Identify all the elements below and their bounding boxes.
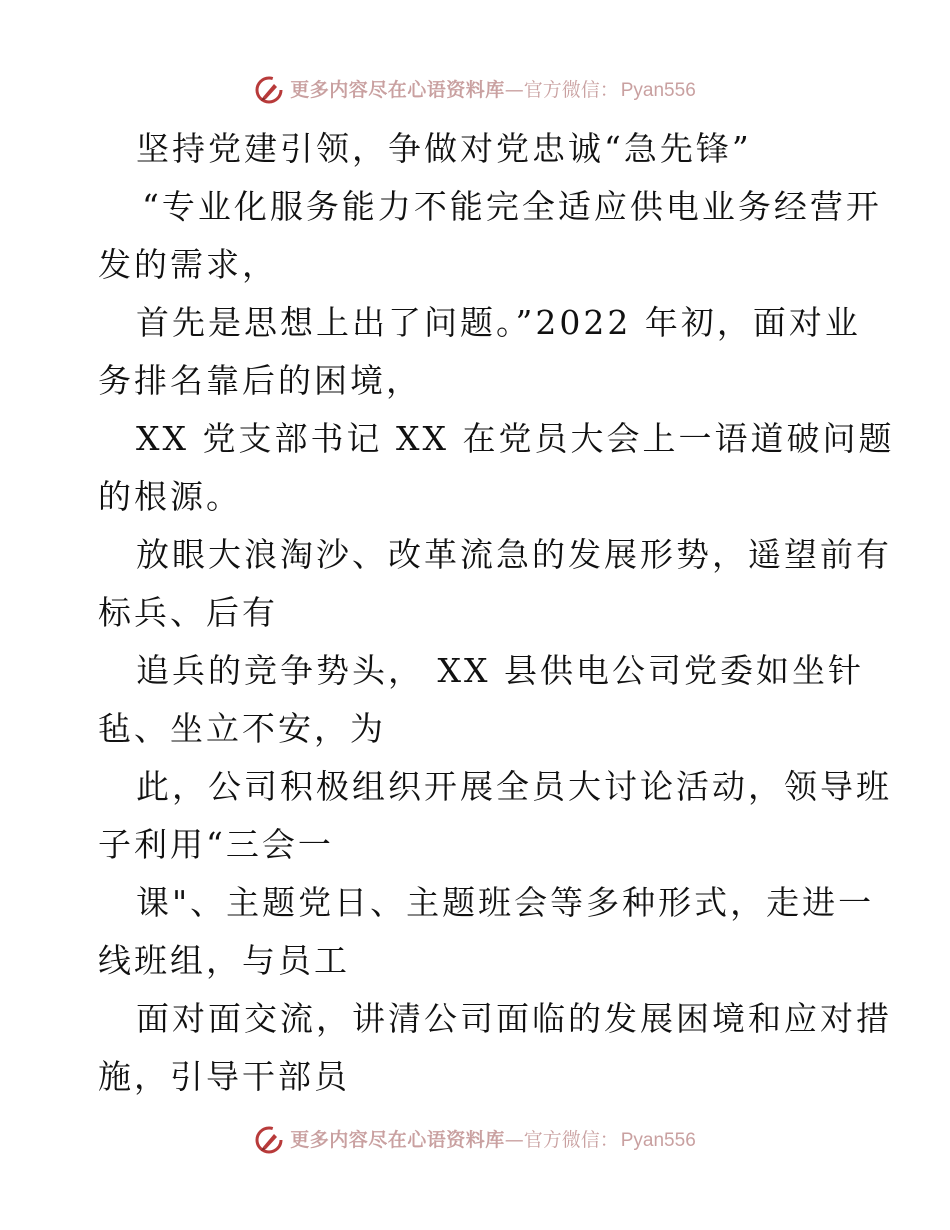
footer-banner-wechat-label: 官方微信： xyxy=(523,1128,619,1151)
document-line: 标兵、后有 xyxy=(98,593,278,632)
header-banner-separator: — xyxy=(504,78,524,101)
document-line: 施，引导干部员 xyxy=(98,1057,350,1096)
document-line: 放眼大浪淘沙、改革流急的发展形势，遥望前有 xyxy=(136,535,892,574)
footer-banner-wechat-id: Pyan556 xyxy=(620,1129,696,1151)
header-banner-text xyxy=(290,78,696,101)
document-line: 发的需求， xyxy=(98,245,278,284)
header-banner-wechat-id: Pyan556 xyxy=(620,79,696,101)
document-line: XX 党支部书记 XX 在党员大会上一语道破问题 xyxy=(136,419,895,458)
document-body xyxy=(98,120,895,1106)
header-banner-wechat-label: 官方微信： xyxy=(523,78,619,101)
pen-logo-icon xyxy=(254,1125,284,1155)
footer-banner-separator: — xyxy=(504,1128,524,1151)
document-line: 追兵的竞争势头， XX 县供电公司党委如坐针 xyxy=(136,651,864,690)
footer-banner-title: 更多内容尽在心语资料库 xyxy=(290,1128,505,1151)
document-line: 面对面交流，讲清公司面临的发展困境和应对措 xyxy=(136,999,892,1038)
document-line: 的根源。 xyxy=(98,477,242,516)
pen-logo-icon xyxy=(254,75,284,105)
document-line: 务排名靠后的困境， xyxy=(98,361,422,400)
document-line: 首先是思想上出了问题。”2022 年初，面对业 xyxy=(136,303,861,342)
document-line: “专业化服务能力不能完全适应供电业务经营开 xyxy=(142,187,882,226)
header-banner xyxy=(0,70,950,110)
footer-banner xyxy=(0,1120,950,1160)
document-line: 线班组，与员工 xyxy=(98,941,350,980)
header-banner-title: 更多内容尽在心语资料库 xyxy=(290,78,505,101)
document-line: 坚持党建引领，争做对党忠诚“急先锋” xyxy=(136,129,752,168)
document-line: 此，公司积极组织开展全员大讨论活动，领导班 xyxy=(136,767,892,806)
document-line: 毡、坐立不安，为 xyxy=(98,709,386,748)
document-line: 子利用“三会一 xyxy=(98,825,334,864)
footer-banner-text xyxy=(290,1128,696,1151)
document-line: 课"、主题党日、主题班会等多种形式，走进一 xyxy=(136,883,875,922)
